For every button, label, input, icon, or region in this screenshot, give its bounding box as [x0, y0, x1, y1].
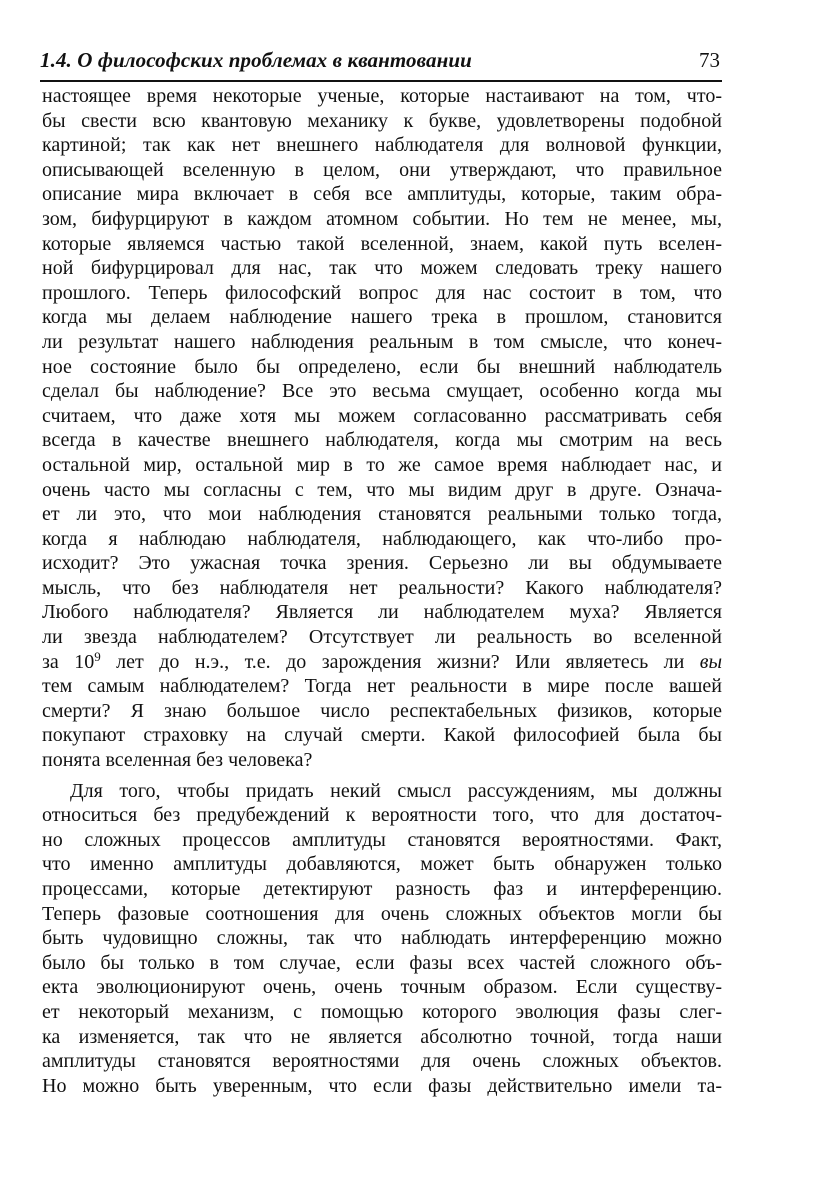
text-line: было бы только в том случае, если фазы всех частей сложного объ-: [42, 951, 722, 974]
text-line: амплитуды становятся вероятностями для очень сложных объектов.: [42, 1050, 722, 1073]
text-line: исходит? Это ужасная точка зрения. Серьезно ли вы обдумываете: [42, 552, 722, 575]
text-line: покупают страховку на случай смерти. Какой философией была бы: [42, 724, 722, 747]
paragraph-2: [42, 779, 722, 1099]
text-line: Для того, чтобы придать некий смысл рассуждениям, мы должны: [70, 779, 722, 802]
text-line: смерти? Я знаю большое число респектабельных физиков, которые: [42, 699, 722, 722]
text-line: описание мира включает в себя все амплитуды, которые, таким обра-: [42, 183, 722, 206]
exponent: 9: [94, 648, 101, 664]
text-line: бы свести всю квантовую механику к букве, удовлетворены подобной: [42, 109, 722, 132]
text-line: что именно амплитуды добавляются, может быть обнаружен только: [42, 853, 722, 876]
text-line: быть чудовищно сложны, так что наблюдать интерференцию можно: [42, 927, 722, 950]
text-line: тем самым наблюдателем? Тогда нет реальности в мире после вашей: [42, 675, 722, 698]
text-line: когда мы делаем наблюдение нашего трека в прошлом, становится: [42, 306, 722, 329]
text-line: процессами, которые детектируют разность фаз и интерференцию.: [42, 878, 722, 900]
line-part: за 10: [42, 650, 95, 673]
text-line-with-exponent: [42, 650, 722, 675]
running-header: [40, 40, 722, 82]
text-line: екта эволюционируют очень, очень точным образом. Если существу-: [42, 976, 722, 999]
text-line: остальной мир, остальной мир в то же самое время наблюдает нас, и: [42, 453, 722, 476]
text-line: картиной; так как нет внешнего наблюдателя для волновой функции,: [42, 134, 722, 157]
text-line: мысль, что без наблюдателя нет реальности? Какого наблюдателя?: [42, 576, 722, 599]
emphasis: вы: [699, 650, 723, 673]
main-text: [42, 84, 722, 1098]
text-line: описывающей вселенную в целом, они утверждают, что правильное: [42, 158, 722, 181]
line-part: лет до н.э., т.е. до зарождения жизни? Или являетесь ли: [100, 650, 700, 673]
text-line: зом, бифурцируют в каждом атомном событии. Но тем не менее, мы,: [42, 207, 722, 230]
text-line: Теперь фазовые соотношения для очень сложных объектов могли бы: [42, 902, 722, 925]
text-line: ной бифурцировал для нас, так что можем следовать треку нашего: [42, 257, 722, 280]
text-line: когда я наблюдаю наблюдателя, наблюдающего, как что-либо про-: [42, 527, 722, 550]
text-line: считаем, что даже хотя мы можем согласованно рассматривать себя: [42, 404, 722, 427]
section-title: 1.4. О философских проблемах в квантовании: [40, 48, 472, 72]
text-line: ное состояние было бы определено, если бы внешний наблюдатель: [42, 355, 722, 378]
text-line: которые являемся частью такой вселенной, знаем, какой путь вселен-: [42, 232, 722, 255]
text-line: но сложных процессов амплитуды становятся вероятностями. Факт,: [42, 828, 722, 851]
text-line: сделал бы наблюдение? Все это весьма смущает, особенно когда мы: [42, 380, 722, 403]
text-line: относиться без предубеждений к вероятности того, что для достаточ-: [42, 804, 722, 827]
text-line: ли звезда наблюдателем? Отсутствует ли реальность во вселенной: [42, 626, 722, 649]
text-line: понята вселенная без человека?: [42, 749, 313, 772]
text-line: Любого наблюдателя? Является ли наблюдателем муха? Является: [42, 601, 722, 624]
paragraph-1: [42, 84, 722, 773]
page-number: 73: [699, 48, 720, 72]
text-line: ка изменяется, так что не является абсолютно точной, тогда наши: [42, 1025, 722, 1048]
text-line: Но можно быть уверенным, что если фазы действительно имели та-: [42, 1074, 722, 1097]
text-line: прошлого. Теперь философский вопрос для нас состоит в том, что: [42, 281, 722, 304]
text-line: ет ли это, что мои наблюдения становятся реальными только тогда,: [42, 503, 722, 526]
text-line: ет некоторый механизм, с помощью которого эволюция фазы слег-: [42, 1000, 722, 1023]
text-line: ли результат нашего наблюдения реальным в том смысле, что конеч-: [42, 330, 722, 353]
text-line: всегда в качестве внешнего наблюдателя, когда мы смотрим на весь: [42, 429, 722, 452]
text-line: настоящее время некоторые ученые, которые настаивают на том, что-: [42, 85, 722, 107]
text-line: очень часто мы согласны с тем, что мы видим друг в друге. Означа-: [42, 478, 722, 501]
